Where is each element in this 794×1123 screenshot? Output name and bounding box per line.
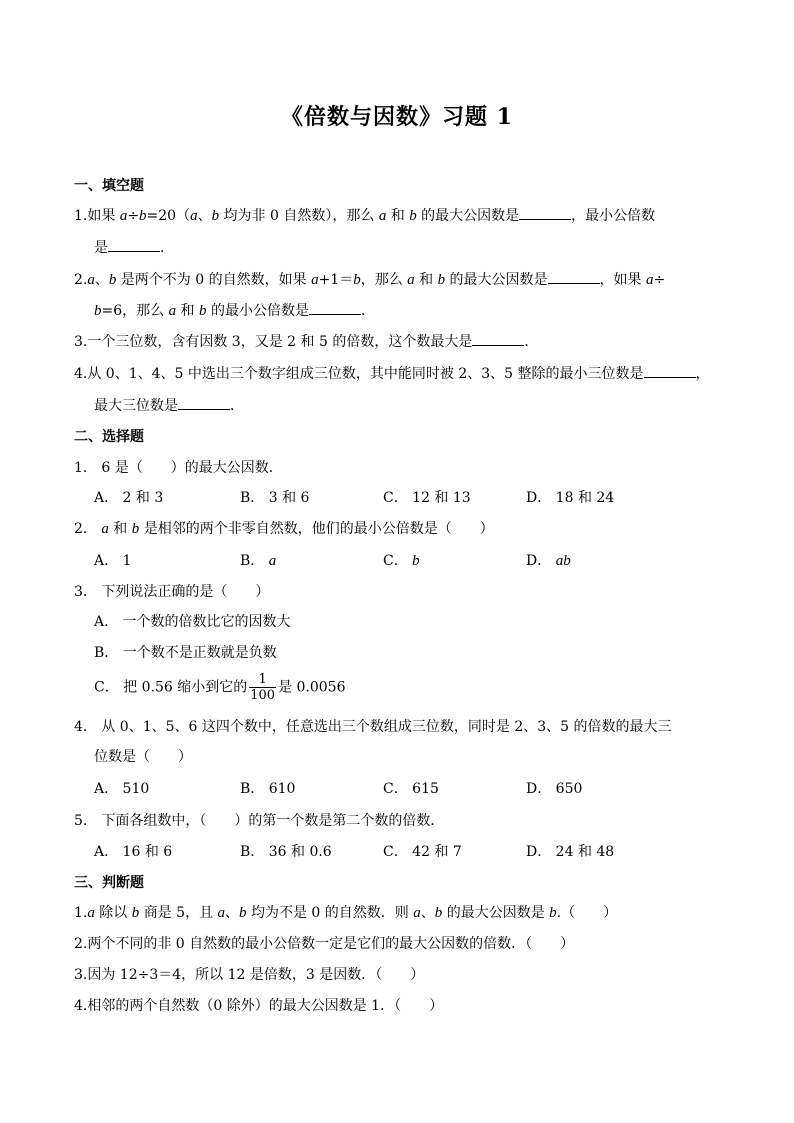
fill-question-2: 2.a、b 是两个不为 0 的自然数，如果 a+1＝b，那么 a 和 b 的最大公因数是 ，如果 a÷ — [74, 272, 666, 288]
section-heading-judge: 三、判断题 — [74, 875, 144, 891]
fill-question-3: 3.一个三位数，含有因数 3，又是 2 和 5 的倍数，这个数最大是 ． — [74, 334, 539, 350]
judge-question-3: 3.因为 12÷3＝4，所以 12 是倍数，3 是因数．（ ） — [74, 967, 425, 983]
judge-question-2: 2.两个不同的非 0 自然数的最小公倍数一定是它们的最大公因数的倍数．（ ） — [74, 936, 575, 952]
answer-blank[interactable] — [309, 301, 361, 315]
section-heading-choice: 二、选择题 — [74, 429, 144, 445]
choice-2-option-c[interactable]: C． b — [383, 553, 420, 569]
fill-question-4-cont: 最大三位数是 ． — [94, 398, 244, 414]
choice-5-option-b[interactable]: B． 36 和 0.6 — [240, 844, 332, 860]
judge-question-1: 1.a 除以 b 商是 5，且 a、b 均为不是 0 的自然数．则 a、b 的最大公因数是 b.（ ） — [74, 905, 618, 921]
choice-question-1: 1． 6 是（ ）的最大公因数． — [74, 460, 283, 476]
choice-4-option-a[interactable]: A． 510 — [94, 781, 150, 797]
choice-1-option-c[interactable]: C． 12 和 13 — [383, 490, 471, 506]
fill-question-1: 1.如果 a÷b=20（a、b 均为非 0 自然数），那么 a 和 b 的最大公因数是 ，最小公倍数 — [74, 208, 656, 224]
answer-blank[interactable] — [178, 396, 230, 410]
choice-5-option-a[interactable]: A． 16 和 6 — [94, 844, 173, 860]
choice-4-option-c[interactable]: C． 615 — [383, 781, 439, 797]
choice-2-option-b[interactable]: B． a — [240, 553, 277, 569]
answer-blank[interactable] — [108, 238, 160, 252]
section-heading-fill: 一、填空题 — [74, 178, 144, 194]
answer-blank[interactable] — [472, 332, 524, 346]
choice-3-option-b[interactable]: B． 一个数不是正数就是负数 — [94, 645, 277, 661]
choice-1-option-d[interactable]: D． 18 和 24 — [526, 490, 615, 506]
fraction: $\frac{1}{100}$ — [250, 672, 276, 703]
choice-5-option-c[interactable]: C． 42 和 7 — [383, 844, 462, 860]
choice-2-option-d[interactable]: D． ab — [526, 553, 571, 569]
fill-question-4: 4.从 0、1、4、5 中选出三个数字组成三位数，其中能同时被 2、3、5 整除的最小三位数是 ， — [74, 366, 710, 382]
choice-3-option-c[interactable]: C． 把 0.56 缩小到它的 $\frac{1}{100}$ 是 0.0056 — [94, 672, 346, 703]
choice-1-option-a[interactable]: A． 2 和 3 — [94, 490, 164, 506]
choice-question-5: 5． 下面各组数中，（ ）的第一个数是第二个数的倍数． — [74, 813, 445, 829]
choice-2-option-a[interactable]: A． 1 — [94, 553, 132, 569]
choice-question-4: 4． 从 0、1、5、6 这四个数中，任意选出三个数组成三位数，同时是 2、3、5 的倍数的最大三 — [74, 719, 672, 735]
page-title: 《倍数与因数》习题 1 — [281, 104, 513, 130]
choice-4-option-b[interactable]: B． 610 — [240, 781, 296, 797]
choice-question-2: 2． a 和 b 是相邻的两个非零自然数，他们的最小公倍数是（ ） — [74, 521, 494, 537]
choice-3-option-a[interactable]: A． 一个数的倍数比它的因数大 — [94, 614, 291, 630]
answer-blank[interactable] — [519, 206, 571, 220]
answer-blank[interactable] — [548, 270, 600, 284]
choice-1-option-b[interactable]: B． 3 和 6 — [240, 490, 310, 506]
choice-question-3: 3． 下列说法正确的是（ ） — [74, 584, 270, 600]
fill-question-1-cont: 是 ． — [94, 240, 174, 256]
choice-5-option-d[interactable]: D． 24 和 48 — [526, 844, 615, 860]
choice-question-4-cont: 位数是（ ） — [94, 749, 192, 765]
fill-question-2-cont: b=6，那么 a 和 b 的最小公倍数是 ． — [94, 303, 375, 319]
judge-question-4: 4.相邻的两个自然数（0 除外）的最大公因数是 1．（ ） — [74, 998, 444, 1014]
answer-blank[interactable] — [644, 364, 696, 378]
choice-4-option-d[interactable]: D． 650 — [526, 781, 583, 797]
